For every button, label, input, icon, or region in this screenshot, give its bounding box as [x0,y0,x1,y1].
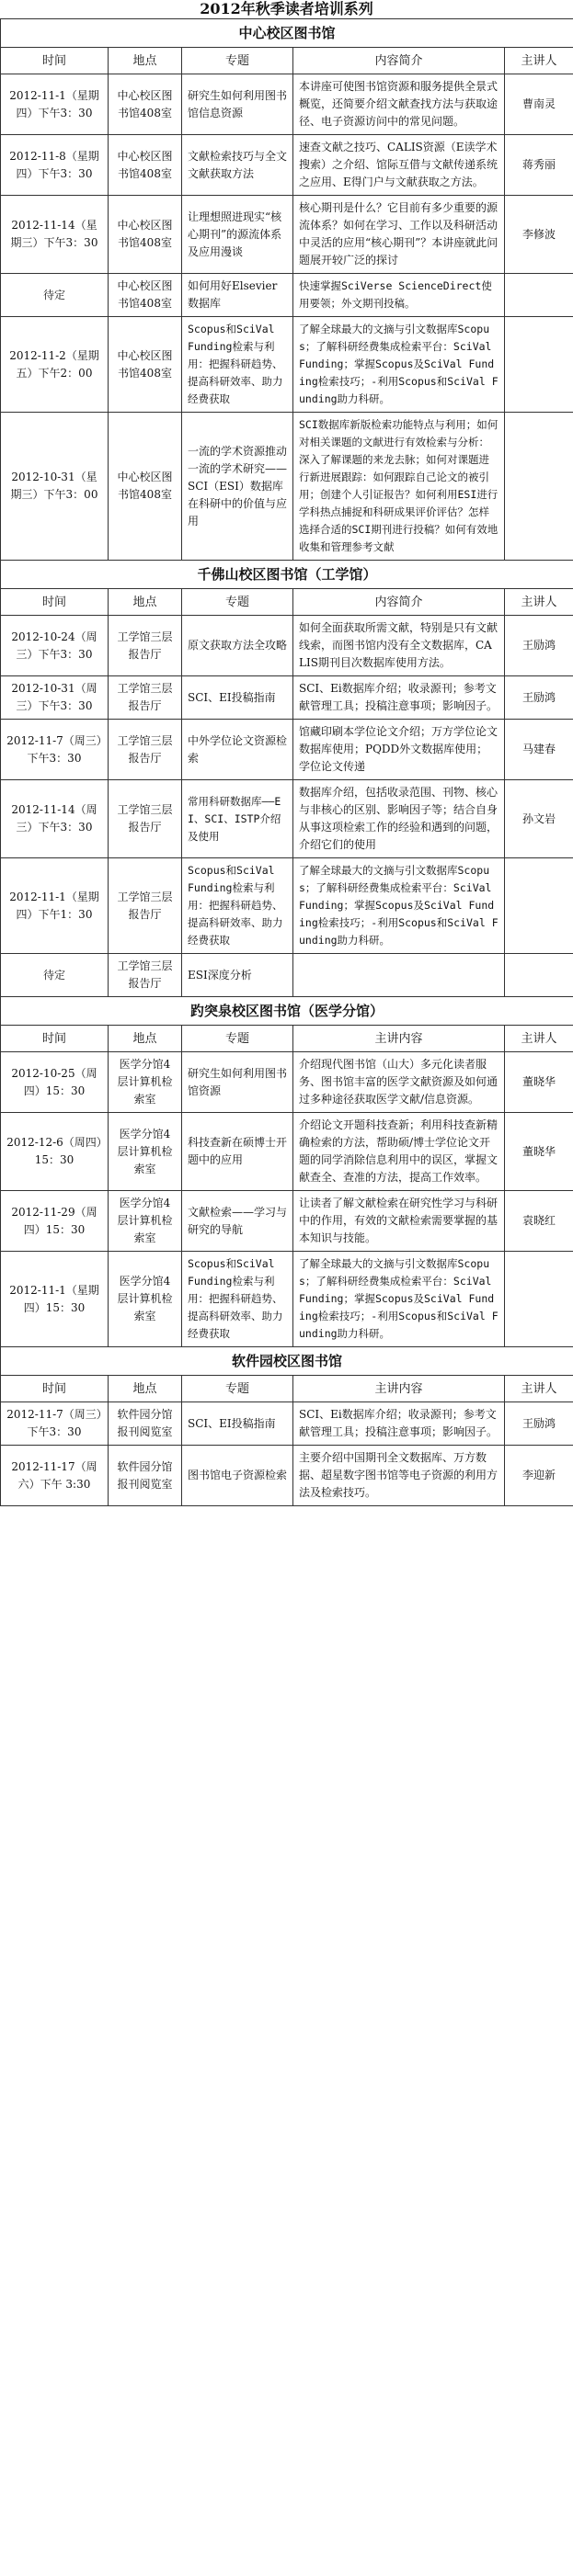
cell-time: 2012-11-14（星期三）下午3：30 [1,196,109,274]
cell-place: 中心校区图书馆408室 [109,74,182,135]
cell-topic: 原文获取方法全攻略 [182,616,293,676]
table-row [1,1402,573,1446]
header-speaker: 主讲人 [505,1376,573,1402]
cell-time: 2012-11-7（周三）下午3：30 [1,720,109,780]
section-title-row [1,997,573,1026]
cell-speaker: 李修波 [505,196,573,274]
cell-speaker: 王励鸿 [505,616,573,676]
cell-content: 如何全面获取所需文献，特别是只有文献线索，而图书馆内没有全文数据库，CALIS期刊目次数据库使用方法。 [293,616,505,676]
table-row [1,1191,573,1252]
cell-place: 医学分馆4层计算机检索室 [109,1191,182,1252]
table-row [1,720,573,780]
cell-speaker: 王励鸿 [505,1402,573,1446]
header-place: 地点 [109,1026,182,1052]
header-place: 地点 [109,589,182,616]
cell-speaker [505,317,573,413]
header-time: 时间 [1,1376,109,1402]
section-title: 软件园校区图书馆 [1,1347,573,1376]
cell-place: 中心校区图书馆408室 [109,317,182,413]
header-time: 时间 [1,589,109,616]
cell-time: 2012-11-1（星期四）下午1：30 [1,858,109,954]
cell-place: 医学分馆4层计算机检索室 [109,1113,182,1191]
table-row [1,616,573,676]
cell-place: 医学分馆4层计算机检索室 [109,1252,182,1347]
header-content: 主讲内容 [293,1376,505,1402]
table-row [1,1052,573,1113]
cell-place: 中心校区图书馆408室 [109,135,182,196]
cell-place: 软件园分馆报刊阅览室 [109,1446,182,1506]
header-place: 地点 [109,48,182,74]
cell-time: 2012-11-7（周三）下午3：30 [1,1402,109,1446]
header-time: 时间 [1,1026,109,1052]
cell-time: 2012-11-17（周六）下午 3:30 [1,1446,109,1506]
table-row [1,274,573,317]
table-row [1,135,573,196]
cell-time: 待定 [1,274,109,317]
cell-content: 了解全球最大的文摘与引文数据库Scopus；了解科研经费集成检索平台：SciVal Funding；掌握Scopus及SciVal Funding检索技巧；-利用Scopus和SciVal Funding助力科研。 [293,858,505,954]
cell-speaker: 董晓华 [505,1052,573,1113]
cell-speaker [505,274,573,317]
cell-speaker [505,954,573,997]
cell-speaker [505,858,573,954]
page-title: 2012年秋季读者培训系列 [200,0,373,17]
cell-topic: 科技查新在硕博士开题中的应用 [182,1113,293,1191]
header-place: 地点 [109,1376,182,1402]
section-title-row [1,561,573,589]
cell-content: 让读者了解文献检索在研究性学习与科研中的作用，有效的文献检索需要掌握的基本知识与技能。 [293,1191,505,1252]
cell-time: 2012-11-1（星期四）下午3：30 [1,74,109,135]
cell-content: SCI数据库新版检索功能特点与利用；如何对相关课题的文献进行有效检索与分析：深入了解课题的来龙去脉；如何对课题进行新进展跟踪：如何跟踪自己论文的被引用；创建个人引证报告？如何利用ESI进行学科热点捕捉和科研成果评价评估？怎样选择合适的SCI期刊进行投稿？如何有效地收集和管理参考文献 [293,413,505,561]
header-content: 内容简介 [293,589,505,616]
section-title: 千佛山校区图书馆（工学馆） [1,561,573,589]
cell-topic: 一流的学术资源推动一流的学术研究——SCI（ESI）数据库在科研中的价值与应用 [182,413,293,561]
header-topic: 专题 [182,1376,293,1402]
cell-content: 核心期刊是什么？它目前有多少重要的源流体系？如何在学习、工作以及科研活动中灵活的应用“核心期刊”？本讲座就此问题展开较广泛的探讨 [293,196,505,274]
cell-speaker: 孙文岩 [505,780,573,858]
section-title: 中心校区图书馆 [1,19,573,48]
section-title-row [1,1347,573,1376]
cell-place: 工学馆三层报告厅 [109,858,182,954]
cell-content: 了解全球最大的文摘与引文数据库Scopus；了解科研经费集成检索平台：SciVal Funding；掌握Scopus及SciVal Funding检索技巧；-利用Scopus和SciVal Funding助力科研。 [293,1252,505,1347]
cell-content: 了解全球最大的文摘与引文数据库Scopus；了解科研经费集成检索平台：SciVal Funding；掌握Scopus及SciVal Funding检索技巧；-利用Scopus和SciVal Funding助力科研。 [293,317,505,413]
cell-speaker: 王励鸿 [505,676,573,720]
cell-content: 馆藏印刷本学位论文介绍；万方学位论文数据库使用；PQDD外文数据库使用；学位论文传递 [293,720,505,780]
cell-speaker: 袁晓红 [505,1191,573,1252]
cell-place: 医学分馆4层计算机检索室 [109,1052,182,1113]
cell-place: 工学馆三层报告厅 [109,676,182,720]
table-row [1,1446,573,1506]
cell-topic: 图书馆电子资源检索 [182,1446,293,1506]
table-row [1,1113,573,1191]
training-schedule-table [0,18,573,1506]
cell-topic: 文献检索技巧与全文文献获取方法 [182,135,293,196]
cell-speaker [505,1252,573,1347]
section-title: 趵突泉校区图书馆（医学分馆） [1,997,573,1026]
table-row [1,317,573,413]
cell-content: 主要介绍中国期刊全文数据库、万方数据、超星数字图书馆等电子资源的利用方法及检索技巧。 [293,1446,505,1506]
cell-place: 中心校区图书馆408室 [109,413,182,561]
cell-topic: Scopus和SciVal Funding检索与利用：把握科研趋势、提高科研效率、助力经费获取 [182,1252,293,1347]
cell-time: 2012-11-14（周三）下午3：30 [1,780,109,858]
cell-place: 软件园分馆报刊阅览室 [109,1402,182,1446]
cell-time: 2012-10-25（周四）15：30 [1,1052,109,1113]
table-row [1,196,573,274]
table-row [1,954,573,997]
cell-place: 工学馆三层报告厅 [109,720,182,780]
cell-topic: SCI、EI投稿指南 [182,1402,293,1446]
cell-content: SCI、Ei数据库介绍；收录源刊；参考文献管理工具；投稿注意事项；影响因子。 [293,1402,505,1446]
table-row [1,858,573,954]
cell-content: 快速掌握SciVerse ScienceDirect使用要领；外文期刊投稿。 [293,274,505,317]
header-row [1,48,573,74]
header-speaker: 主讲人 [505,1026,573,1052]
cell-content: 介绍论文开题科技查新；利用科技查新精确检索的方法，帮助硕/博士学位论文开题的同学消除信息利用中的误区，掌握文献查全、查准的方法，提高工作效率。 [293,1113,505,1191]
header-speaker: 主讲人 [505,48,573,74]
header-speaker: 主讲人 [505,589,573,616]
cell-speaker: 蒋秀丽 [505,135,573,196]
cell-time: 2012-11-29（周四）15：30 [1,1191,109,1252]
cell-time: 2012-11-2（星期五）下午2：00 [1,317,109,413]
cell-content: 本讲座可使图书馆资源和服务提供全景式概览，还简要介绍文献查找方法与获取途径、电子资源访问中的常见问题。 [293,74,505,135]
cell-topic: 中外学位论文资源检索 [182,720,293,780]
cell-topic: 让理想照进现实“核心期刊”的源流体系及应用漫谈 [182,196,293,274]
cell-speaker: 董晓华 [505,1113,573,1191]
table-row [1,413,573,561]
header-topic: 专题 [182,1026,293,1052]
cell-topic: Scopus和SciVal Funding检索与利用：把握科研趋势、提高科研效率、助力经费获取 [182,858,293,954]
cell-time: 2012-11-1（星期四）15：30 [1,1252,109,1347]
header-content: 内容简介 [293,48,505,74]
header-topic: 专题 [182,589,293,616]
cell-time: 2012-10-31（周三）下午3：30 [1,676,109,720]
header-row [1,1026,573,1052]
header-time: 时间 [1,48,109,74]
cell-time: 2012-10-31（星期三）下午3：00 [1,413,109,561]
cell-content: 速查文献之技巧、CALIS资源（E读学术搜索）之介绍、馆际互借与文献传递系统之应用、E得门户与文献获取之方法。 [293,135,505,196]
cell-time: 待定 [1,954,109,997]
cell-topic: 文献检索——学习与研究的导航 [182,1191,293,1252]
cell-topic: SCI、EI投稿指南 [182,676,293,720]
header-row [1,589,573,616]
cell-time: 2012-10-24（周三）下午3：30 [1,616,109,676]
cell-topic: 常用科研数据库——EI、SCI、ISTP介绍及使用 [182,780,293,858]
cell-place: 工学馆三层报告厅 [109,616,182,676]
cell-content: 介绍现代图书馆（山大）多元化读者服务、图书馆丰富的医学文献资源及如何通过多种途径获取医学文献/信息资源。 [293,1052,505,1113]
table-row [1,1252,573,1347]
cell-speaker: 马建春 [505,720,573,780]
header-row [1,1376,573,1402]
cell-speaker: 李迎新 [505,1446,573,1506]
cell-place: 中心校区图书馆408室 [109,196,182,274]
cell-content: SCI、Ei数据库介绍；收录源刊；参考文献管理工具；投稿注意事项；影响因子。 [293,676,505,720]
cell-content [293,954,505,997]
table-row [1,74,573,135]
section-title-row [1,19,573,48]
cell-topic: ESI深度分析 [182,954,293,997]
cell-time: 2012-12-6（周四）15：30 [1,1113,109,1191]
cell-content: 数据库介绍，包括收录范围、刊物、核心与非核心的区别、影响因子等；结合自身从事这项检索工作的经验和遇到的问题，介绍它们的使用 [293,780,505,858]
header-content: 主讲内容 [293,1026,505,1052]
cell-place: 中心校区图书馆408室 [109,274,182,317]
table-row [1,676,573,720]
cell-topic: Scopus和SciVal Funding检索与利用：把握科研趋势、提高科研效率、助力经费获取 [182,317,293,413]
cell-place: 工学馆三层报告厅 [109,780,182,858]
cell-place: 工学馆三层报告厅 [109,954,182,997]
cell-speaker: 曹南灵 [505,74,573,135]
cell-topic: 如何用好Elsevier数据库 [182,274,293,317]
cell-time: 2012-11-8（星期四）下午3：30 [1,135,109,196]
table-row [1,780,573,858]
header-topic: 专题 [182,48,293,74]
cell-topic: 研究生如何利用图书馆信息资源 [182,74,293,135]
cell-speaker [505,413,573,561]
cell-topic: 研究生如何利用图书馆资源 [182,1052,293,1113]
